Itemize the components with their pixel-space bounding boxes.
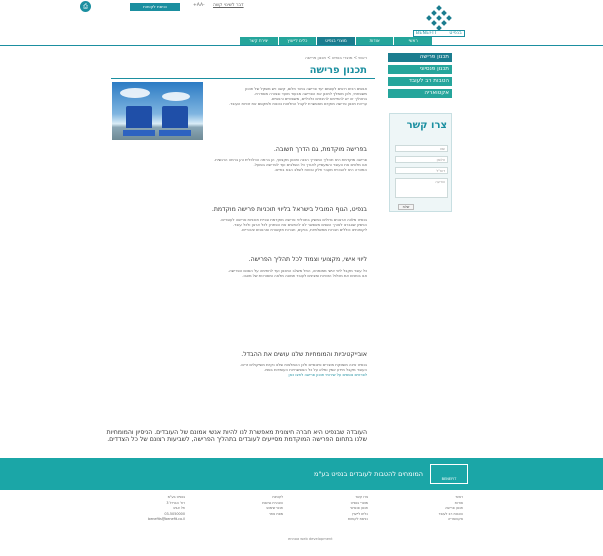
heading-early-retirement: בפרישה מוקדמת, גם הדרך חשובה.	[273, 146, 367, 153]
nav-about[interactable]: אודות	[356, 37, 394, 45]
side-menu	[388, 53, 452, 101]
contact-title: צרו קשר	[406, 120, 447, 131]
banner-slogan: המומחים להטבות לעובדים בנפיט בע"מ	[313, 470, 423, 478]
heading-personal: ליווי אישי, מקצועי וצמוד לכל תהליך הפרישה.	[248, 256, 367, 263]
nav-divider	[0, 45, 603, 46]
benefit-logo[interactable]	[413, 5, 465, 37]
message-field[interactable]: הודעה	[395, 178, 448, 198]
logo-text-right: BENEFIT	[416, 31, 437, 36]
page-title: תכנון פרישה	[309, 65, 367, 76]
side-item-benefits[interactable]: הטבות רב לעובד	[388, 77, 452, 86]
title-divider	[111, 78, 375, 79]
font-size-control[interactable]: +AA-	[193, 3, 205, 8]
phone-field[interactable]: טלפון	[395, 156, 448, 163]
heading-objectivity: אובייקטיביות והמומחיות שלנו עושים את ההבדל.	[241, 351, 367, 358]
banner-logo: BENEFIT	[430, 464, 468, 484]
client-login-button[interactable]: כניסת לקוחות	[130, 3, 180, 11]
beach-chairs-image	[112, 82, 203, 140]
footer-col-products: צרו קשר מוצרי בנפיט תכנון פנסיוני כלים לייעוץ כניסת לקוחות	[347, 495, 368, 522]
contact-form	[389, 113, 452, 212]
leader-text: בנפיט מלווה ארגונים גדולים במשק בתהליכי פרישה מוקדמת ובניית תוכניות פרישה לעובדים. הניסיון שצברנו לאורך השנים מאפשר לנו להתאים את הפתרון לכל ארגון ולכל עובד. לקוחותינו כוללים חברות ממשלתיות, בנקים, חברות תקשורת וארגונים ציבוריים.	[220, 217, 367, 232]
closing-quote: העובדה שבנפיט היא חברה חיצונית מאפשרת לנו להיות אנשי אמונם של העובדים. הניסיון והמומחיות שלנו בתחום הפרישה המוקדמת מסייעים לעובדים בתהליך הפרישה, לשביעות רצונם של כל הצדדים.	[106, 429, 367, 444]
side-item-retirement[interactable]: תכנון פרישה	[388, 53, 452, 62]
email-field[interactable]: דוא"ל	[395, 167, 448, 174]
nav-products[interactable]: מוצרי בנפיט	[317, 37, 355, 45]
side-item-pension[interactable]: תכנון פנסיוני	[388, 65, 452, 74]
footer-col-legal: לקוחות הצהרת נגישות תנאי שימוש מפת אתר	[262, 495, 283, 516]
nav-home[interactable]: ראשי	[394, 37, 432, 45]
print-icon[interactable]: ⎙	[80, 1, 91, 12]
logo-text-left: בנפיט	[449, 31, 462, 36]
utility-bar	[0, 0, 603, 12]
send-button[interactable]: שלח	[398, 204, 414, 210]
early-text: פרישה מוקדמת היא תהליך המצריך הכנה ותכנון מקצועי, הן ברמה הכלכלית והן ברמה הרגשית. אנו מלווים את העובד והמעסיק לאורך כל השלבים ועד לפרישה בפועל. המטרה היא להבטיח מעבר חלק ובטוח לשלב הבא בחיים.	[214, 157, 367, 172]
breadcrumb[interactable]: ראשי > מוצרי בנפיט > תכנון פרישה	[305, 55, 367, 60]
contact-link[interactable]: דבר לשינוי קשה	[213, 3, 244, 8]
footer-banner	[0, 458, 603, 490]
footer-col-main: ראשי אודות תכנון פרישה הטבות רב לעובד אקטואריה	[438, 495, 463, 522]
name-field[interactable]: שם	[395, 145, 448, 152]
more-info-link[interactable]: לפרטים נוספים על שירותי תכנון פרישה לחצו כאן	[288, 372, 367, 377]
personal-text: כל עובד מקבל ליווי אישי ממומחה, החל משלב התכנון ועד לחתימה על הסכם הפרישה. אנו בוחנים את מכלול הזכויות ומציגים לעובד תמונה מלאה ומפורטת של מצבו.	[227, 268, 367, 278]
developer-credit[interactable]: ennoa web development	[288, 537, 333, 541]
main-nav	[240, 37, 432, 45]
objectivity-text: בנפיט אינה משווקת מוצרים פיננסיים ולכן ההמלצות שלנו נקיות משיקולים זרים. העובד מקבל מידע אמין ומלא על כל האפשרויות העומדות בפניו. לפרטים נוספים על שירותי תכנון פרישה לחצו כאן	[105, 362, 367, 377]
heading-leader: בנפיט, הגוף המוביל בישראל בליווי תוכניות פרישה מוקדמת.	[211, 206, 367, 213]
intro-text: אנשים רבים רואים לעצמם יעד פרישה בתור חלום, קשה ויש משקל של תכנון משפחתי, ולכן מומלץ לתכנן את הפרישה מבעוד מועד ובצורה מסודרת. בתהליך זה יש להתייחס להיבטים כלכליים, משפטיים ורגשיים. עריכת תכנון פרישה מוקדם מאפשרת לקבל החלטות נכונות ולמקסם את זכויות העובד.	[228, 86, 367, 106]
nav-contact[interactable]: יצירת קשר	[240, 37, 278, 45]
footer-col-address: בנפיט בע"מ רח' הברזל 3 תל אביב 03-5050000 benefits@benefit.co.il	[148, 495, 185, 522]
side-item-actuary[interactable]: אקטואריה	[388, 89, 452, 98]
nav-tools[interactable]: כלים לייעוץ	[279, 37, 317, 45]
